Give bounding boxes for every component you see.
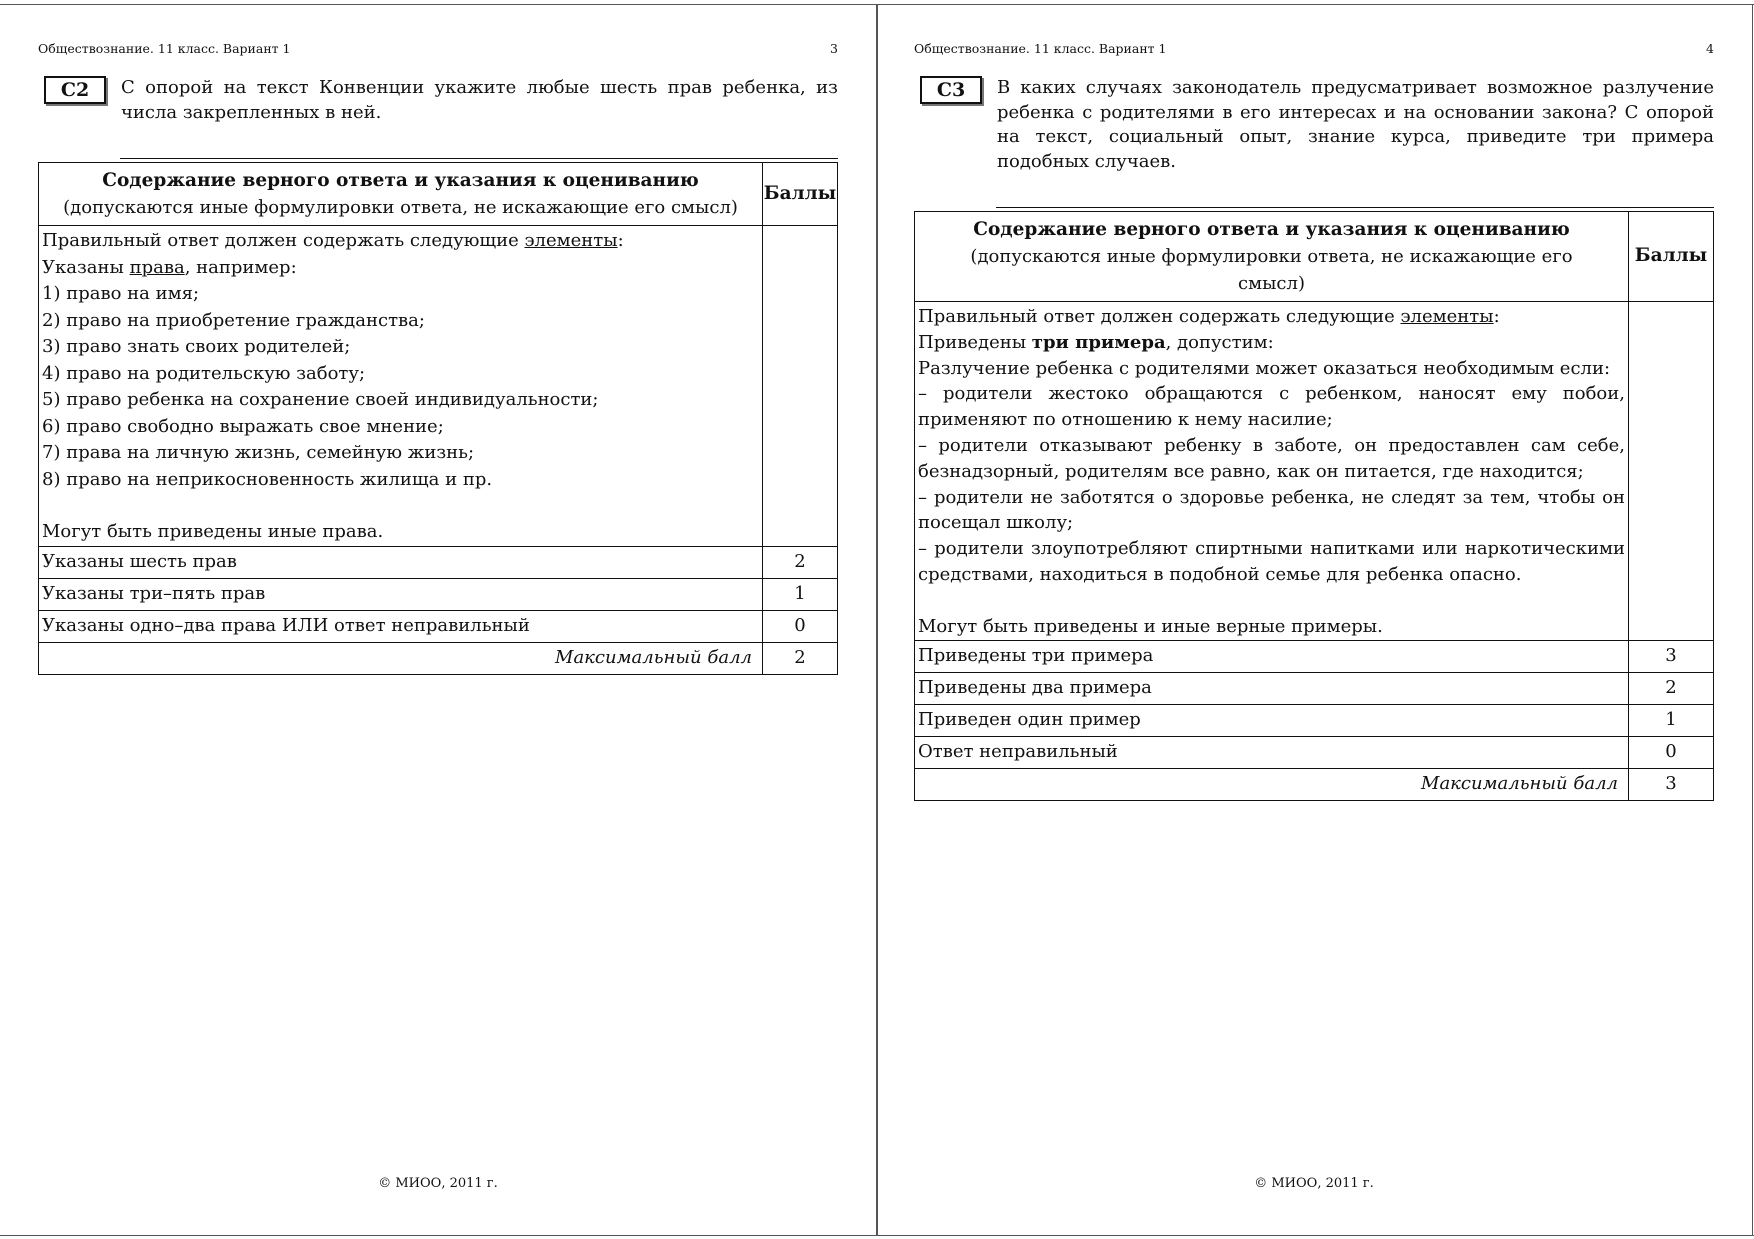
- list-item: 6) право свободно выражать свое мнение;: [42, 415, 444, 437]
- blank-line: [918, 588, 1625, 614]
- lead-sentence: Разлучение ребенка с родителями может оказаться необходимым если:: [918, 357, 1611, 379]
- answer-body-row: [915, 302, 1714, 641]
- criteria-row: [915, 704, 1714, 736]
- header-title: Обществознание. 11 класс. Вариант 1: [914, 41, 1167, 56]
- content-header: [39, 163, 763, 226]
- page-number: 3: [830, 41, 838, 56]
- max-score-value: 2: [763, 642, 838, 674]
- intro-line: [42, 228, 759, 255]
- score-header: Баллы: [763, 163, 838, 226]
- list-item: 4) право на родительскую заботу;: [42, 362, 366, 384]
- task-text: С опорой на текст Конвенции укажите любые шесть прав ребенка, из числа закрепленных в ней.: [121, 77, 838, 123]
- criteria-score: 3: [1629, 640, 1714, 672]
- intro-underlined: элементы: [1400, 306, 1494, 327]
- list-item: – родители отказывают ребенку в заботе, он предоставлен сам себе, безнадзорный, родителям все равно, как он питается, где находится;: [918, 434, 1625, 482]
- grading-table: [914, 211, 1714, 801]
- max-score-row: [39, 642, 838, 674]
- page-left: [38, 0, 838, 1239]
- criteria-row: [915, 736, 1714, 768]
- criteria-label: Приведен один пример: [915, 704, 1629, 736]
- criteria-score: 1: [1629, 704, 1714, 736]
- list-item: – родители жестоко обращаются с ребенком, наносят ему побои, применяют по отношению к нему насилие;: [918, 383, 1625, 431]
- blank-line: [42, 493, 759, 519]
- criteria-label: Ответ неправильный: [915, 736, 1629, 768]
- running-header: [914, 40, 1714, 58]
- intro-underlined: элементы: [524, 230, 618, 251]
- criteria-row: [39, 610, 838, 642]
- empty-score-cell: [763, 226, 838, 547]
- page-number: 4: [1706, 41, 1714, 56]
- page-footer: © МИОО, 2011 г.: [1254, 1176, 1374, 1191]
- answer-body: [915, 302, 1629, 641]
- criteria-label: Указаны шесть прав: [39, 546, 763, 578]
- list-item: 3) право знать своих родителей;: [42, 336, 351, 357]
- lead-bold: три примера: [1031, 331, 1166, 353]
- criteria-score: 0: [763, 610, 838, 642]
- lead-suffix: , например:: [184, 256, 297, 278]
- lead-text: Указаны: [42, 256, 130, 278]
- list-item: 8) право на неприкосновенность жилища и пр.: [42, 468, 493, 490]
- running-header: [38, 40, 838, 58]
- task-c2: [38, 76, 838, 125]
- criteria-label: Указаны одно–два права ИЛИ ответ неправильный: [39, 610, 763, 642]
- separator-rule: [120, 158, 838, 159]
- closing-line: Могут быть приведены иные права.: [42, 521, 384, 542]
- task-code-badge: C2: [44, 76, 106, 104]
- frame-right-border: [1752, 4, 1753, 1236]
- criteria-score: 2: [1629, 672, 1714, 704]
- separator-rule: [996, 207, 1714, 208]
- task-text: В каких случаях законодатель предусматривает возможное разлучение ребенка с родителями в его интересах и на основании закона? С опорой на текст, социальный опыт, знание курса, приведите три примера подобных случаев.: [997, 77, 1714, 172]
- page-right: [914, 0, 1714, 1239]
- lead-line: [42, 255, 759, 282]
- list-item: 2) право на приобретение гражданства;: [42, 309, 425, 331]
- list-item: 1) право на имя;: [42, 283, 200, 304]
- criteria-score: 0: [1629, 736, 1714, 768]
- lead-suffix: , допустим:: [1165, 331, 1274, 353]
- criteria-label: Приведены три примера: [915, 640, 1629, 672]
- content-header-title: Содержание верного ответа и указания к оцениванию: [102, 170, 699, 191]
- criteria-row: [39, 546, 838, 578]
- criteria-score: 1: [763, 578, 838, 610]
- empty-score-cell: [1629, 302, 1714, 641]
- task-code-badge: C3: [920, 76, 982, 104]
- content-header-title: Содержание верного ответа и указания к оцениванию: [973, 219, 1570, 240]
- max-score-label: Максимальный балл: [915, 768, 1629, 800]
- grading-table: [38, 162, 838, 675]
- answer-body: [39, 226, 763, 547]
- list-item: 7) права на личную жизнь, семейную жизнь;: [42, 442, 475, 463]
- criteria-label: Указаны три–пять прав: [39, 578, 763, 610]
- lead-underlined: права: [129, 256, 185, 278]
- criteria-row: [915, 640, 1714, 672]
- intro-text: Правильный ответ должен содержать следующие: [918, 306, 1401, 327]
- max-score-value: 3: [1629, 768, 1714, 800]
- intro-text: Правильный ответ должен содержать следующие: [42, 230, 525, 251]
- score-header: Баллы: [1629, 212, 1714, 302]
- criteria-row: [39, 578, 838, 610]
- criteria-row: [915, 672, 1714, 704]
- lead-line: [918, 330, 1625, 356]
- header-title: Обществознание. 11 класс. Вариант 1: [38, 41, 291, 56]
- max-score-row: [915, 768, 1714, 800]
- intro-line: [918, 304, 1625, 330]
- lead-text: Приведены: [918, 331, 1032, 353]
- content-header: [915, 212, 1629, 302]
- list-item: 5) право ребенка на сохранение своей индивидуальности;: [42, 389, 599, 410]
- content-header-note: (допускаются иные формулировки ответа, не искажающие его смысл): [63, 197, 738, 218]
- content-header-note: (допускаются иные формулировки ответа, не искажающие его смысл): [970, 246, 1573, 294]
- intro-colon: :: [1493, 306, 1500, 327]
- list-item: – родители не заботятся о здоровье ребенка, не следят за тем, чтобы он посещал школу;: [918, 486, 1625, 534]
- page-spine-divider: [876, 4, 878, 1236]
- task-c3: [914, 76, 1714, 174]
- max-score-label: Максимальный балл: [39, 642, 763, 674]
- criteria-label: Приведены два примера: [915, 672, 1629, 704]
- criteria-score: 2: [763, 546, 838, 578]
- closing-line: Могут быть приведены и иные верные примеры.: [918, 615, 1383, 637]
- list-item: – родители злоупотребляют спиртными напитками или наркотическими средствами, находиться в подобной семье для ребенка опасно.: [918, 538, 1625, 585]
- table-header-row: [39, 163, 838, 226]
- answer-body-row: [39, 226, 838, 547]
- intro-colon: :: [617, 230, 624, 251]
- page-footer: © МИОО, 2011 г.: [378, 1176, 498, 1191]
- table-header-row: [915, 212, 1714, 302]
